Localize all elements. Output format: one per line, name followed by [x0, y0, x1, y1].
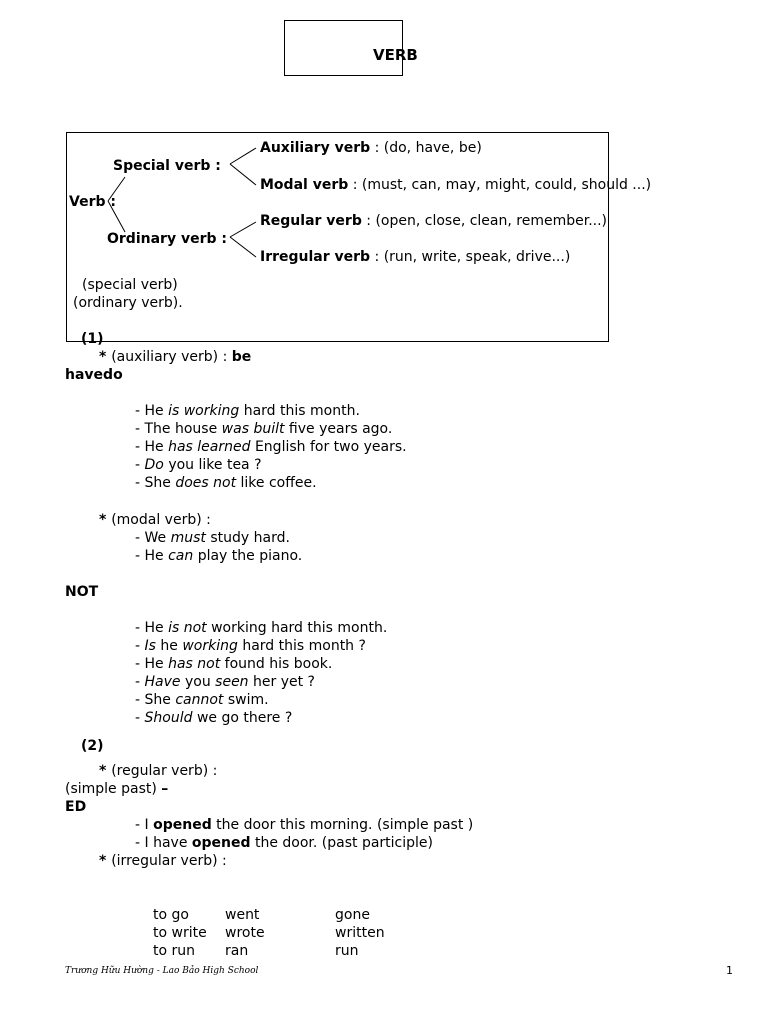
example-line: - He can play the piano. [135, 548, 303, 564]
modal-verb-item: Modal verb : (must, can, may, might, could, should ...) [260, 177, 652, 193]
table-cell: run [335, 943, 359, 959]
example-line: - He is working hard this month. [135, 403, 360, 419]
branch-line-modal [230, 164, 256, 185]
aux-line-2: havedo [65, 367, 123, 383]
ordinary-verb-label: Ordinary verb : [107, 231, 227, 247]
regular-line-3: ED [65, 799, 87, 815]
branch-line-irregular [230, 237, 256, 257]
modal-heading-line: * (modal verb) : [99, 512, 211, 528]
example-line: - I have opened the door. (past participle) [135, 835, 433, 851]
example-line: - Do you like tea ? [135, 457, 262, 473]
example-line: - He has not found his book. [135, 656, 333, 672]
example-line: - He has learned English for two years. [135, 439, 407, 455]
table-cell: written [335, 925, 385, 941]
example-line: - He is not working hard this month. [135, 620, 388, 636]
example-line: - Should we go there ? [135, 710, 293, 726]
example-line: - The house was built five years ago. [135, 421, 393, 437]
page-number: 1 [726, 964, 733, 977]
aux-verb-item: Auxiliary verb : (do, have, be) [260, 140, 482, 156]
verb-title: VERB [373, 46, 418, 64]
special-verb-label: Special verb : [113, 158, 221, 174]
regular-verb-item: Regular verb : (open, close, clean, remember...) [260, 213, 608, 229]
section1-heading: (1) [81, 331, 104, 347]
table-cell: to write [153, 925, 207, 941]
irregular-line-1: * (irregular verb) : [99, 853, 227, 869]
branch-line-regular [230, 222, 256, 237]
branch-line-aux [230, 148, 256, 164]
table-cell: to go [153, 907, 189, 923]
section2-heading: (2) [81, 738, 104, 754]
example-line: - I opened the door this morning. (simple past ) [135, 817, 474, 833]
regular-line-2: (simple past) – [65, 781, 169, 797]
example-line: - Is he working hard this month ? [135, 638, 366, 654]
example-line: - She does not like coffee. [135, 475, 317, 491]
example-line: - Have you seen her yet ? [135, 674, 315, 690]
table-cell: went [225, 907, 260, 923]
regular-line-1: * (regular verb) : [99, 763, 218, 779]
table-cell: to run [153, 943, 196, 959]
footer-author: Trương Hữu Hường - Lao Bảo High School [65, 966, 259, 976]
aux-line-1: * (auxiliary verb) : be [99, 349, 252, 365]
example-line: - We must study hard. [135, 530, 290, 546]
table-cell: wrote [225, 925, 265, 941]
example-line: - She cannot swim. [135, 692, 269, 708]
special-note-line-2: NOT [65, 584, 99, 600]
diagram-note-line-2: (ordinary verb). [73, 295, 183, 311]
verb-label: Verb : [69, 194, 116, 210]
table-cell: ran [225, 943, 249, 959]
table-cell: gone [335, 907, 370, 923]
irregular-verb-item: Irregular verb : (run, write, speak, drive...) [260, 249, 571, 265]
diagram-note-line-1: (special verb) [82, 277, 178, 293]
